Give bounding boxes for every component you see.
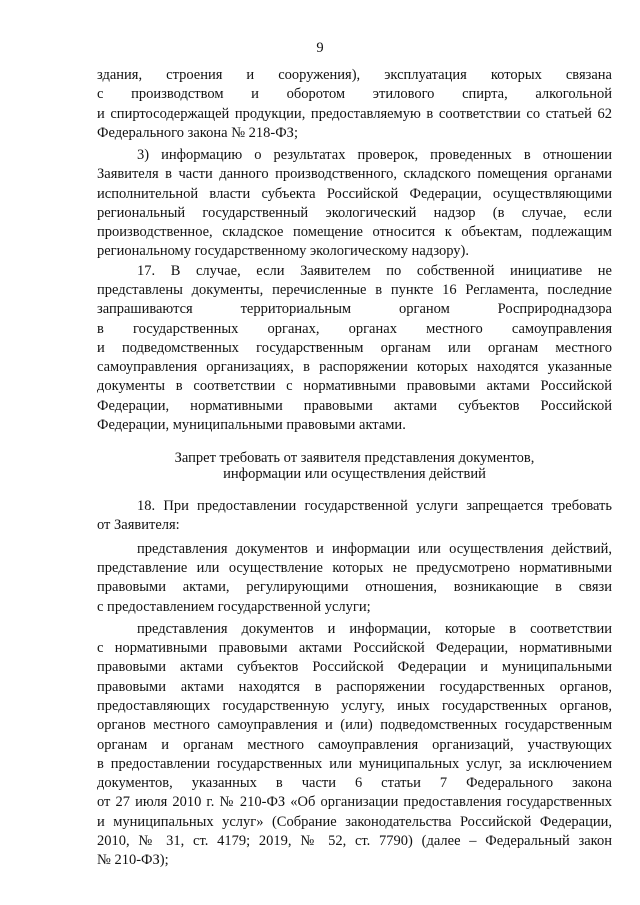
text-line: 2010, № 31, ст. 4179; 2019, № 52, ст. 7790) (далее – Федеральный закон	[97, 833, 612, 849]
text-line: представлены документы, перечисленные в пункте 16 Регламента, последние	[97, 282, 612, 298]
text-line: правовыми актами находятся в распоряжении государственных органов,	[97, 679, 612, 695]
text-line: с производством и оборотом этилового спирта, алкогольной	[97, 86, 612, 102]
section-heading: информации или осуществления действий	[223, 466, 486, 482]
text-line: документы в соответствии с нормативными правовыми актами Российской	[97, 378, 612, 394]
text-line: самоуправления организациях, в распоряжении которых находятся указанные	[97, 359, 612, 375]
text-line: 17. В случае, если Заявителем по собственной инициативе не	[137, 263, 612, 279]
text-line: органов местного самоуправления и (или) подведомственных государственным	[97, 717, 612, 733]
text-line: Федерального закона № 218-ФЗ;	[97, 125, 298, 141]
text-line: запрашиваются территориальным органом Росприроднадзора	[97, 301, 612, 317]
text-line: Федерации, муниципальными правовыми актами.	[97, 417, 406, 433]
text-line: 18. При предоставлении государственной услуги запрещается требовать	[137, 498, 612, 514]
text-line: региональному государственному экологическому надзору).	[97, 243, 470, 259]
text-line: от 27 июля 2010 г. № 210-ФЗ «Об организации предоставления государственных	[97, 794, 612, 810]
text-line: представления документов и информации или осуществления действий,	[137, 541, 612, 557]
text-line: представление или осуществление которых не предусмотрено нормативными	[97, 560, 612, 576]
text-line: 3) информацию о результатах проверок, проведенных в отношении	[137, 147, 612, 163]
section-heading: Запрет требовать от заявителя представления документов,	[174, 450, 535, 466]
text-line: органам и органам местного самоуправления организаций, участвующих	[97, 737, 612, 753]
text-line: предоставляющих государственную услугу, иных государственных органов,	[97, 698, 612, 714]
text-line: в предоставлении государственных или муниципальных услуг, за исключением	[97, 756, 612, 772]
text-line: правовыми актами, регулирующими отношения, возникающие в связи	[97, 579, 612, 595]
text-line: № 210-ФЗ);	[97, 852, 169, 868]
text-line: и подведомственных государственным органам или органам местного	[97, 340, 612, 356]
text-line: в государственных органах, органах местного самоуправления	[97, 321, 612, 337]
text-line: документов, указанных в части 6 статьи 7 Федерального закона	[97, 775, 612, 791]
text-line: Федерации, нормативными правовыми актами субъектов Российской	[97, 398, 612, 414]
text-line: производственное, складское помещение относится к объектам, подлежащим	[97, 224, 612, 240]
page-number: 9	[316, 40, 324, 56]
text-line: правовыми актами субъектов Российской Федерации и муниципальными	[97, 659, 612, 675]
text-line: исполнительной власти субъекта Российской Федерации, осуществляющими	[97, 186, 612, 202]
text-line: и муниципальных услуг» (Собрание законодательства Российской Федерации,	[97, 814, 612, 830]
text-line: от Заявителя:	[97, 517, 180, 533]
text-line: Заявителя в части данного производственного, складского помещения органами	[97, 166, 612, 182]
text-line: с нормативными правовыми актами Российской Федерации, нормативными	[97, 640, 612, 656]
text-line: представления документов и информации, которые в соответствии	[137, 621, 612, 637]
text-line: региональный государственный экологический надзор (в случае, если	[97, 205, 612, 221]
text-line: здания, строения и сооружения), эксплуатация которых связана	[97, 67, 612, 83]
text-line: с предоставлением государственной услуги;	[97, 599, 371, 615]
text-line: и спиртосодержащей продукции, предоставляемую в соответствии со статьей 62	[97, 106, 612, 122]
